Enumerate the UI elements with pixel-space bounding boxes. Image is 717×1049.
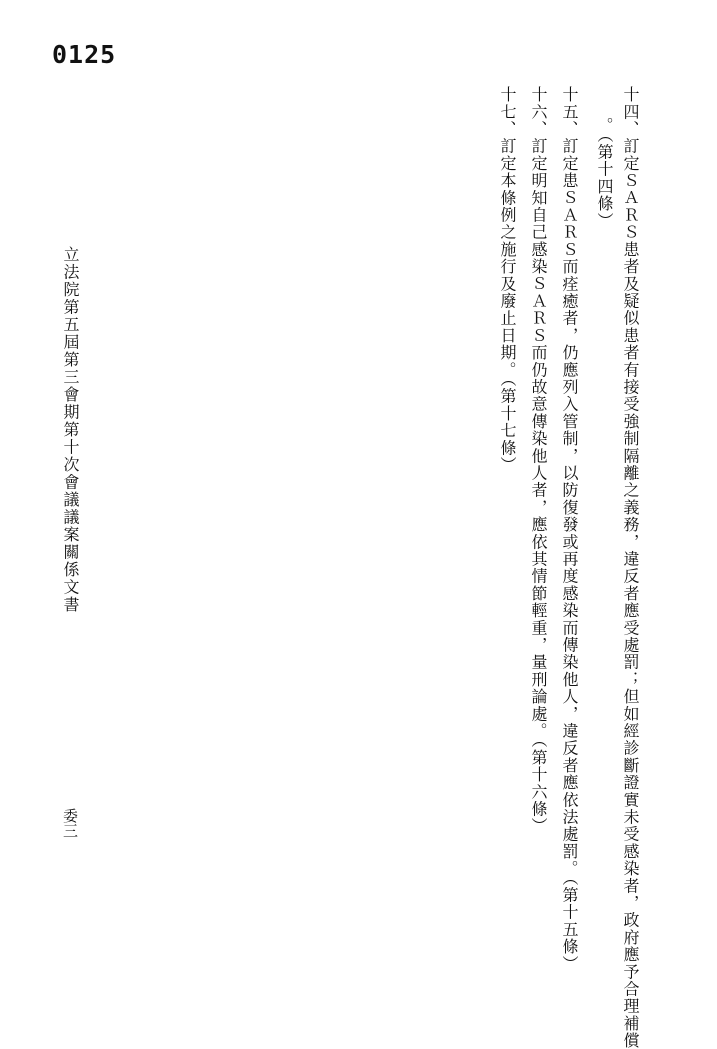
- clause-17: 十七、訂定本條例之施行及廢止日期。（第十七條）: [498, 86, 517, 474]
- clause-14-line-1: 十四、訂定ＳＡＲＳ患者及疑似患者有接受強制隔離之義務，違反者應受處罰；但如經診斷證實未受感染者，政府應予合理補償: [621, 86, 640, 1049]
- document-footer-code: 委三: [61, 808, 79, 838]
- document-footer-title: 立法院第五屆第三會期第十次會議議案關係文書: [61, 246, 80, 614]
- clause-16: 十六、訂定明知自己感染ＳＡＲＳ而仍故意傳染他人者，應依其情節輕重，量刑論處。（第十六條）: [529, 86, 548, 835]
- clause-14-line-2: 。（第十四條）: [595, 117, 614, 230]
- clause-15: 十五、訂定患ＳＡＲＳ而痊癒者，仍應列入管制，以防復發或再度感染而傳染他人，違反者應依法處罰。（第十五條）: [560, 86, 579, 973]
- page-number: 0125: [52, 40, 117, 69]
